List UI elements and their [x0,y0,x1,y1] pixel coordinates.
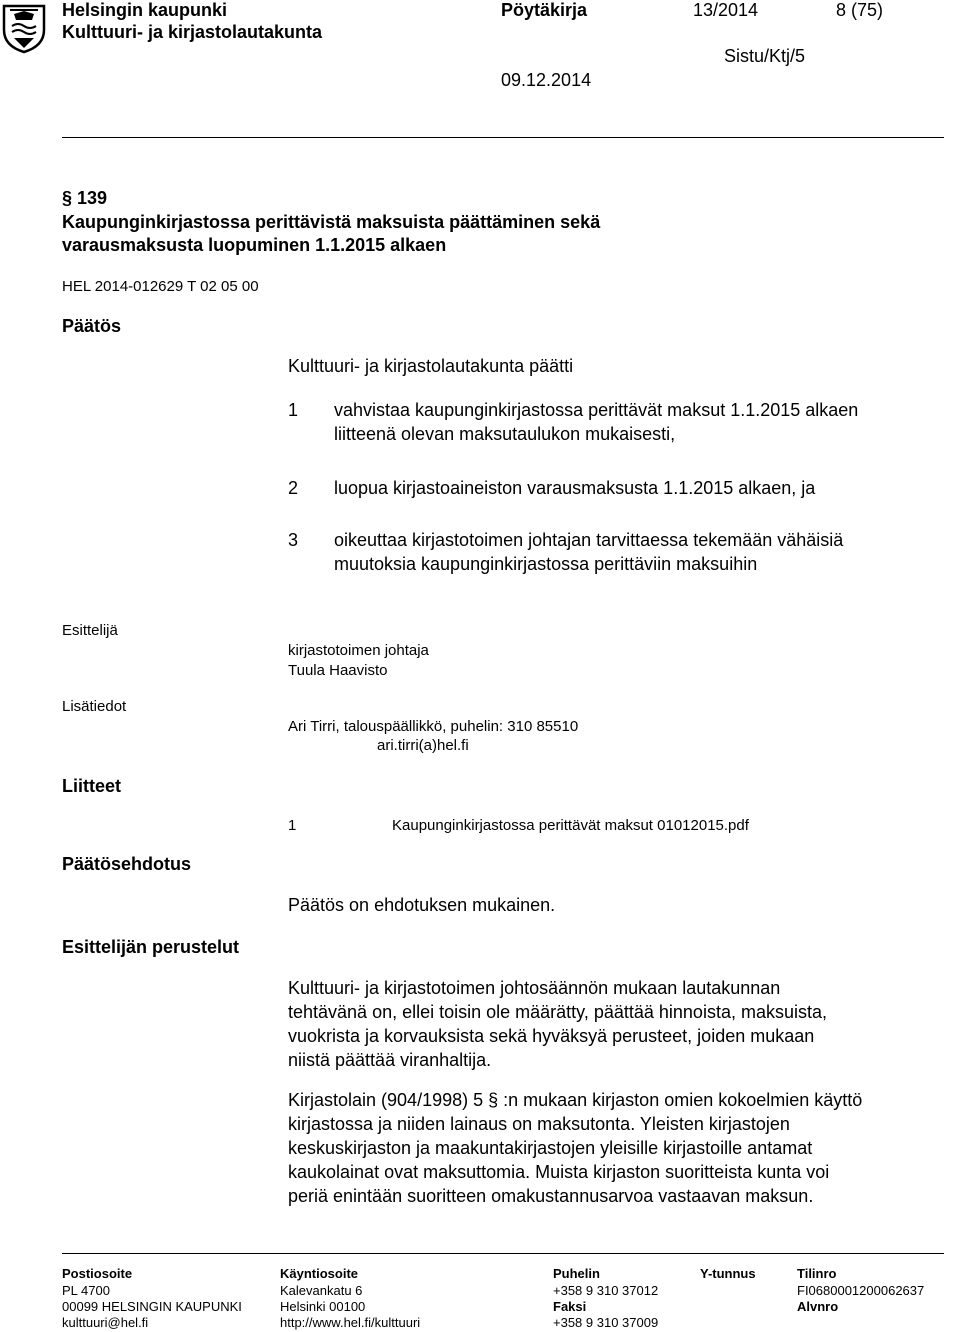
footer-divider [62,1253,944,1254]
attachments-label: Liitteet [62,776,122,796]
footer-email[interactable]: kulttuuri@hel.fi [62,1315,149,1330]
rationale-p1-line-4: niistä päättää viranhaltija. [288,1050,492,1070]
rationale-p1-line-2: tehtävänä on, ellei toisin ole määrätty, päättää hinnoista, maksuista, [288,1002,827,1022]
attachment-1-number: 1 [288,817,297,834]
footer-visit-line-2: Helsinki 00100 [280,1299,366,1314]
diary-number: HEL 2014-012629 T 02 05 00 [62,278,259,295]
footer-phone-number: +358 9 310 37012 [553,1283,659,1298]
footer-vat-heading: Alvnro [797,1299,839,1314]
committee-name: Kulttuuri- ja kirjastolautakunta [62,22,323,42]
footer-fax-heading: Faksi [553,1299,587,1314]
section-number [62,188,107,209]
decision-intro: Kulttuuri- ja kirjastolautakunta päätti [288,356,574,376]
decision-item-2-number: 2 [288,478,299,498]
decision-item-1-line-1: vahvistaa kaupunginkirjastossa perittävät maksut 1.1.2015 alkaen [334,400,859,420]
header-divider [62,137,944,138]
decision-item-1-line-2: liitteenä olevan maksutaulukon mukaisesti, [334,424,676,444]
footer-visit-line-1: Kalevankatu 6 [280,1283,363,1298]
helsinki-crest-logo [0,0,48,54]
rationale-label: Esittelijän perustelut [62,937,240,957]
section-number-value: 139 [77,188,108,208]
decision-item-3-line-2: muutoksia kaupunginkirjastossa perittäviin maksuihin [334,554,758,574]
presenter-name: Tuula Haavisto [288,662,388,679]
footer-account-number: FI0680001200062637 [797,1283,925,1298]
proposal-text: Päätös on ehdotuksen mukainen. [288,895,556,915]
footer-website-link[interactable]: http://www.hel.fi/kulttuuri [280,1315,421,1330]
rationale-p2-line-5: periä enintään suoritteen omakustannusarvoa vastaavan maksun. [288,1186,814,1206]
presenter-title: kirjastotoimen johtaja [288,642,429,659]
rationale-p2-line-3: keskuskirjaston ja maakuntakirjastojen yleisille kirjastoille antamat [288,1138,813,1158]
more-info-contact: Ari Tirri, talouspäällikkö, puhelin: 310 85510 [288,718,579,735]
decision-item-2-line-1: luopua kirjastoaineiston varausmaksusta 1.1.2015 alkaen, ja [334,478,816,498]
decision-heading: Päätös [62,316,122,336]
proposal-label: Päätösehdotus [62,854,192,874]
footer-fax-number: +358 9 310 37009 [553,1315,659,1330]
doc-type: Pöytäkirja [501,0,588,20]
rationale-p1-line-3: vuokrista ja korvauksista sekä hyväksyä perusteet, joiden mukaan [288,1026,815,1046]
doc-number: 13/2014 [693,0,759,20]
rationale-p2-line-4: kaukolainat ovat maksuttomia. Muista kirjaston suoritteista kunta voi [288,1162,830,1182]
more-info-email: ari.tirri(a)hel.fi [377,737,469,754]
org-name: Helsingin kaupunki [62,0,228,20]
rationale-p2-line-2: kirjastossa ja niiden lainaus on maksutonta. Yleisten kirjastojen [288,1114,790,1134]
reference-code: Sistu/Ktj/5 [724,46,806,66]
meeting-date: 09.12.2014 [501,70,592,90]
footer-visit-heading: Käyntiosoite [280,1266,359,1281]
rationale-p1-line-1: Kulttuuri- ja kirjastotoimen johtosäännön mukaan lautakunnan [288,978,781,998]
decision-item-3-line-1: oikeuttaa kirjastotoimen johtajan tarvittaessa tekemään vähäisiä [334,530,844,550]
footer-phone-heading: Puhelin [553,1266,600,1281]
more-info-label: Lisätiedot [62,698,127,715]
footer-account-heading: Tilinro [797,1266,837,1281]
footer-business-id-heading: Y-tunnus [700,1266,756,1281]
decision-item-1-number: 1 [288,400,299,420]
decision-item-3-number: 3 [288,530,299,550]
page-number: 8 (75) [836,0,884,20]
footer-postal-heading: Postiosoite [62,1266,133,1281]
section-symbol: § [62,188,73,208]
section-title-line-1: Kaupunginkirjastossa perittävistä maksuista päättäminen sekä [62,212,601,232]
footer-postal-line-1: PL 4700 [62,1283,110,1298]
footer-postal-line-2: 00099 HELSINGIN KAUPUNKI [62,1299,242,1314]
presenter-label: Esittelijä [62,622,118,639]
rationale-p2-line-1: Kirjastolain (904/1998) 5 § :n mukaan kirjaston omien kokoelmien käyttö [288,1090,863,1110]
attachment-1-name[interactable]: Kaupunginkirjastossa perittävät maksut 01012015.pdf [392,817,749,834]
section-title-line-2: varausmaksusta luopuminen 1.1.2015 alkaen [62,235,447,255]
